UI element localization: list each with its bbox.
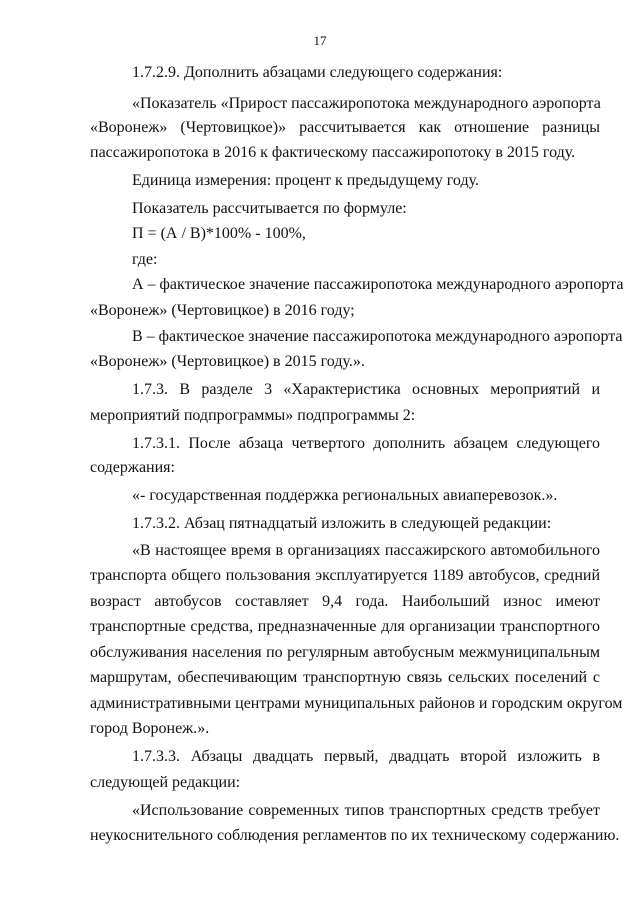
text-line: «Показатель «Прирост пассажиропотока международного аэропорта [132,95,601,112]
paragraph-1-7-2-9: 1.7.2.9. Дополнить абзацами следующего содержания: [132,64,503,81]
text-line: Единица измерения: процент к предыдущему году. [132,172,480,189]
text-line: неукоснительного соблюдения регламентов по их техническому содержанию. [90,827,620,844]
text-line: транспортные средства, предназначенные для организации транспортного [90,618,600,635]
text-line: обслуживания населения по регулярным автобусным межмуниципальным [90,644,600,661]
text-line: мероприятий подпрограммы» подпрограммы 2: [90,407,416,424]
text-line: следующей редакции: [90,774,241,791]
text-line: «Воронеж» (Чертовицкое)» рассчитывается как отношение разницы [90,119,600,136]
text-line: «Использование современных типов транспортных средств требует [132,802,600,819]
paragraph-1-7-3-2: 1.7.3.2. Абзац пятнадцатый изложить в следующей редакции: [132,515,552,532]
text-line: где: [132,251,158,268]
text-line: содержания: [90,459,175,476]
text-line: Показатель рассчитывается по формуле: [132,200,407,217]
paragraph-1-7-3-3: 1.7.3.3. Абзацы двадцать первый, двадцать второй изложить в [132,748,600,765]
text-line: В – фактическое значение пассажиропотока международного аэропорта [132,328,623,345]
text-line: «В настоящее время в организациях пассажирского автомобильного [132,542,600,559]
page-number: 17 [313,33,327,48]
text-line: возраст автобусов составляет 9,4 года. Наибольший износ имеют [90,593,600,610]
text-line: А – фактическое значение пассажиропотока международного аэропорта [132,276,624,293]
text-line: «Воронеж» (Чертовицкое) в 2015 году.». [90,353,365,370]
text-line: пассажиропотока в 2016 к фактическому пассажиропотоку в 2015 году. [90,144,576,161]
text-line: административными центрами муниципальных районов и городским округом [90,695,623,712]
paragraph-1-7-3: 1.7.3. В разделе 3 «Характеристика основных мероприятий и [132,381,600,398]
text-line: город Воронеж.». [90,720,210,737]
text-line: маршрутам, обеспечивающим транспортную связь сельских поселений с [90,669,600,686]
text-line: «Воронеж» (Чертовицкое) в 2016 году; [90,302,355,319]
formula: П = (А / В)*100% - 100%, [132,225,306,242]
paragraph-1-7-3-1: 1.7.3.1. После абзаца четвертого дополнить абзацем следующего [132,435,600,452]
text-line: «- государственная поддержка региональных авиаперевозок.». [132,487,558,504]
text-line: транспорта общего пользования эксплуатируется 1189 автобусов, средний [90,567,600,584]
